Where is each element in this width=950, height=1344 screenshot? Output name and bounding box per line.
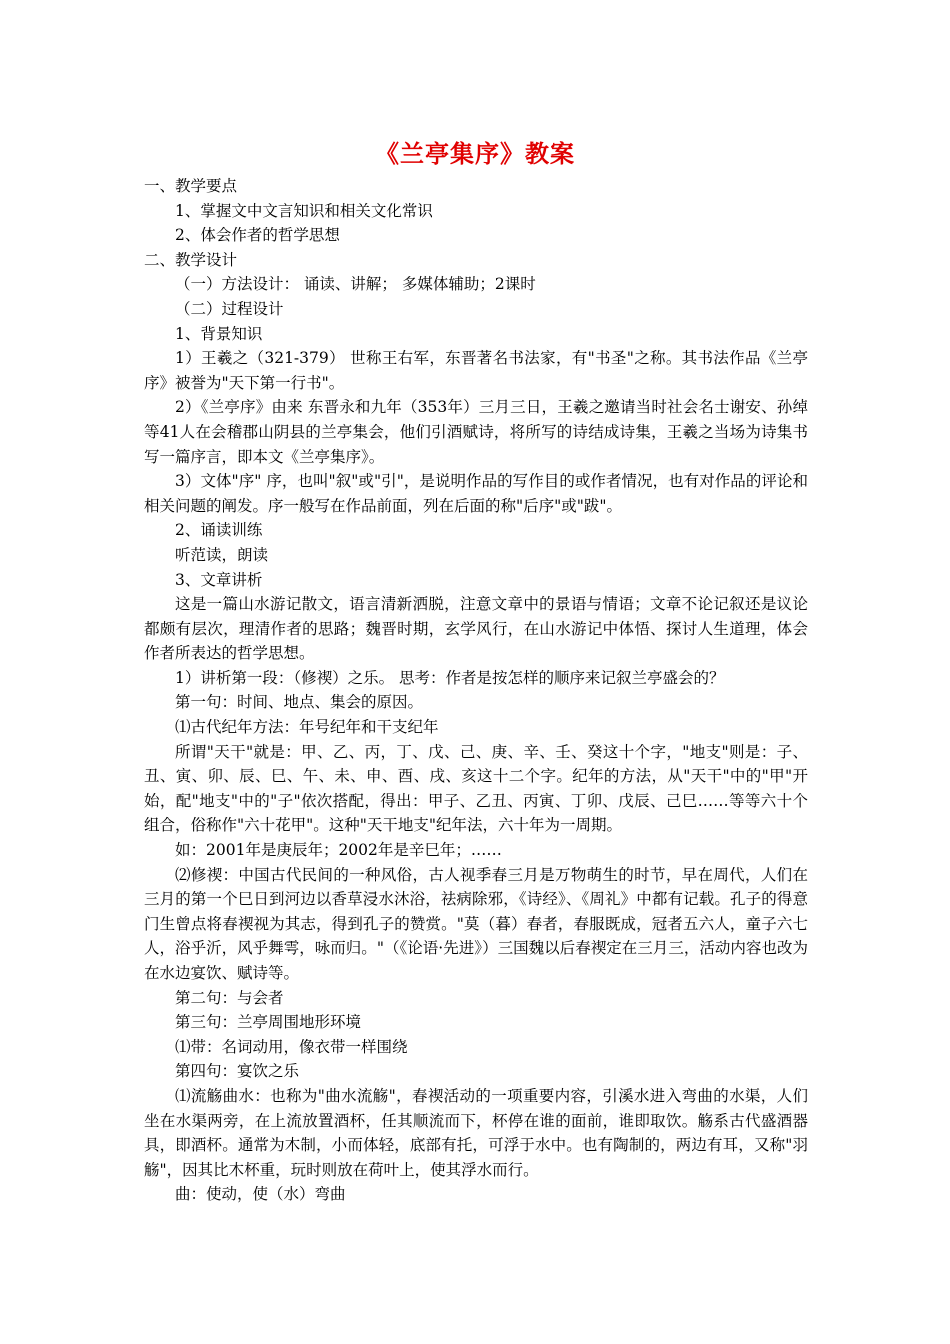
paragraph: 第二句：与会者 (175, 988, 284, 1007)
paragraph: （一）方法设计： 诵读、讲解； 多媒体辅助；2课时 (175, 275, 536, 294)
paragraph: 一、教学要点 (144, 177, 238, 195)
paragraph: 2）《兰亭序》由来 东晋永和九年（353年）三月三日，王羲之邀请当时社会名士谢安、孙绰等41人在会稽郡山阴县的兰亭集会，他们引酒赋诗，将所写的诗结成诗集，王羲之当场为诗集书写一篇序言，即本文《兰亭集序》。 (144, 398, 808, 466)
paragraph: ⑴带：名词动用，像衣带一样围绕 (175, 1037, 408, 1056)
document-body (144, 174, 808, 1207)
paragraph: 第三句：兰亭周围地形环境 (175, 1013, 362, 1032)
paragraph: 1、背景知识 (175, 324, 263, 343)
paragraph: 2、体会作者的哲学思想 (175, 226, 340, 245)
paragraph: 1）讲析第一段：（修禊）之乐。 思考：作者是按怎样的顺序来记叙兰亭盛会的？ (175, 668, 725, 687)
paragraph: 曲：使动，使（水）弯曲 (175, 1185, 346, 1204)
paragraph: 第四句：宴饮之乐 (175, 1062, 300, 1081)
paragraph: 2、诵读训练 (175, 521, 263, 540)
paragraph: ⑵修禊：中国古代民间的一种风俗，古人视季春三月是万物萌生的时节，早在周代，人们在三月的第一个巳日到河边以香草浸水沐浴，祛病除邪，《诗经》、《周礼》中都有记载。孔子的得意门生曾点将春禊视为其志，得到孔子的赞赏。"莫（暮）春者，春服既成，冠者五六人，童子六七人，浴乎沂，风乎舞雩，咏而归。"（《论语·先进》）三国魏以后春禊定在三月三，活动内容也改为在水边宴饮、赋诗等。 (144, 865, 808, 982)
paragraph: ⑴古代纪年方法：年号纪年和干支纪年 (175, 718, 439, 737)
paragraph: 第一句：时间、地点、集会的原因。 (175, 693, 424, 712)
paragraph: 二、教学设计 (144, 250, 238, 269)
paragraph: 1）王羲之（321-379） 世称王右军，东晋著名书法家，有"书圣"之称。其书法作品《兰亭序》被誉为"天下第一行书"。 (144, 349, 808, 392)
paragraph: 3、文章讲析 (175, 570, 263, 589)
paragraph: 3）文体"序" 序，也叫"叙"或"引"，是说明作品的写作目的或作者情况，也有对作品的评论和相关问题的阐发。序一般写在作品前面，列在后面的称"后序"或"跋"。 (144, 472, 808, 515)
paragraph: 如：2001年是庚辰年；2002年是辛巳年；…… (175, 841, 502, 860)
paragraph: 1、掌握文中文言知识和相关文化常识 (175, 201, 433, 220)
paragraph: 听范读，朗读 (175, 545, 269, 564)
paragraph: （二）过程设计 (175, 299, 284, 318)
paragraph: 这是一篇山水游记散文，语言清新洒脱，注意文章中的景语与情语；文章不论记叙还是议论都颇有层次，理清作者的思路；魏晋时期，玄学风行，在山水游记中体悟、探讨人生道理，体会作者所表达的哲学思想。 (144, 595, 808, 663)
document-title: 《兰亭集序》教案 (375, 139, 575, 168)
paragraph: 所谓"天干"就是：甲、乙、丙，丁、戊、己、庚、辛、壬、癸这十个字，"地支"则是：子、丑、寅、卯、辰、巳、午、未、申、酉、戌、亥这十二个字。纪年的方法，从"天干"中的"甲"开始，配"地支"中的"子"依次搭配，得出：甲子、乙丑、丙寅、丁卯、戊辰、己巳……等等六十个组合，俗称作"六十花甲"。这种"天干地支"纪年法，六十年为一周期。 (144, 742, 808, 835)
paragraph: ⑴流觞曲水：也称为"曲水流觞"，春禊活动的一项重要内容，引溪水进入弯曲的水渠，人们坐在水渠两旁，在上流放置酒杯，任其顺流而下，杯停在谁的面前，谁即取饮。觞系古代盛酒器具，即酒杯。通常为木制，小而体轻，底部有托，可浮于水中。也有陶制的，两边有耳，又称"羽觞"，因其比木杯重，玩时则放在荷叶上，使其浮水而行。 (144, 1086, 808, 1179)
